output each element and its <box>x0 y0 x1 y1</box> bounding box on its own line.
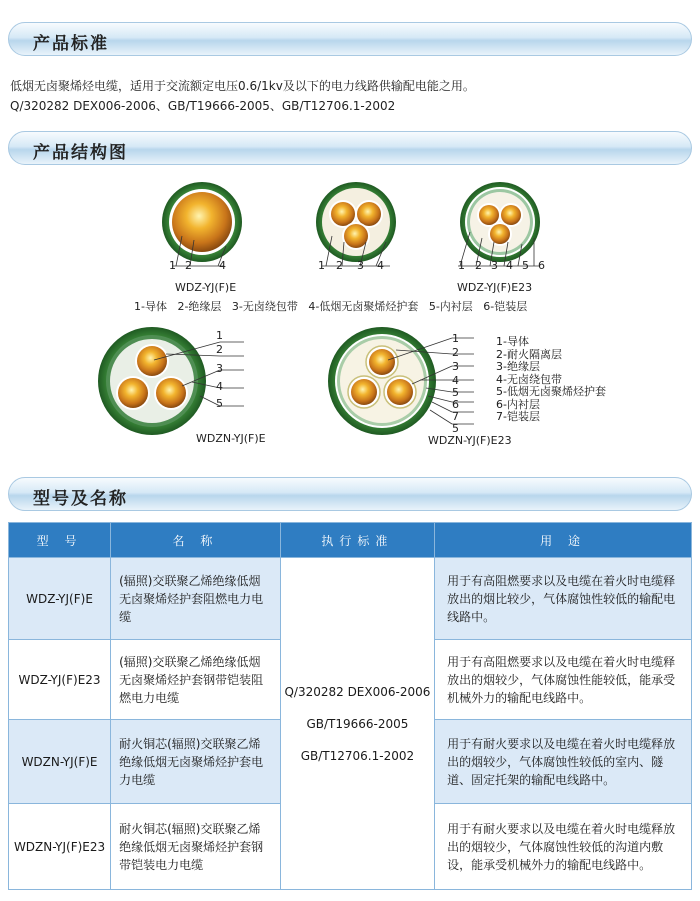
legend-item: 6-内衬层 <box>496 397 540 411</box>
cell-name: 耐火铜芯(辐照)交联聚乙烯绝缘低烟无卤聚烯烃护套电力电缆 <box>111 720 281 804</box>
model-caption: WDZ-YJ(F)E23 <box>457 281 533 294</box>
cell-use: 用于有耐火要求以及电缆在着火时电缆释放出的烟较少，气体腐蚀性较低的室内、隧道、固定托架的输配电线路中。 <box>435 720 692 804</box>
cell-use: 用于有高阻燃要求以及电缆在着火时电缆释放出的烟比较少，气体腐蚀性较低的输配电线路中。 <box>435 558 692 640</box>
model-caption: WDZN-YJ(F)E23 <box>428 434 512 447</box>
label-num: 3 <box>452 360 459 373</box>
label-num: 5 <box>522 259 529 272</box>
header-standard: 执行标准 <box>280 523 434 558</box>
label-num: 4 <box>452 374 459 387</box>
cable-diagram-4 <box>92 326 252 436</box>
label-num: 4 <box>377 259 384 272</box>
label-num: 1 <box>169 259 176 272</box>
label-num: 1 <box>458 259 465 272</box>
legend-item: 4-无卤绕包带 <box>496 372 562 386</box>
cable-diagram-2 <box>314 180 404 270</box>
cell-model: WDZN-YJ(F)E <box>9 720 111 804</box>
cell-name: 耐火铜芯(辐照)交联聚乙烯绝缘低烟无卤聚烯烃护套钢带铠装电力电缆 <box>111 804 281 890</box>
model-caption: WDZ-YJ(F)E <box>175 281 237 294</box>
label-num: 2 <box>216 343 223 356</box>
header-name: 名 称 <box>111 523 281 558</box>
cell-use: 用于有耐火要求以及电缆在着火时电缆释放出的烟较少，气体腐蚀性较低的沟道内敷设，能承受机械外力的输配电线路中。 <box>435 804 692 890</box>
cell-standards <box>280 558 434 890</box>
cell-use: 用于有高阻燃要求以及电缆在着火时电缆释放出的烟较少，气体腐蚀性能较低，能承受机械外力的输配电线路中。 <box>435 640 692 720</box>
model-table <box>8 522 692 890</box>
cable-diagram-3 <box>458 180 548 270</box>
cable-diagram-1 <box>160 180 250 270</box>
layer-legend: 1-导体 2-绝缘层 3-无卤绕包带 4-低烟无卤聚烯烃护套 5-内衬层 6-铠装层 <box>134 300 528 313</box>
section-title: 型号及名称 <box>33 489 128 509</box>
table-row <box>9 558 692 640</box>
legend-item: 3-绝缘层 <box>496 360 540 373</box>
label-num: 6 <box>452 398 459 411</box>
cell-model: WDZ-YJ(F)E <box>9 558 111 640</box>
section-header-models <box>8 477 692 511</box>
label-num: 1 <box>318 259 325 272</box>
cell-model: WDZN-YJ(F)E23 <box>9 804 111 890</box>
legend-item: 2-耐火隔离层 <box>496 347 562 361</box>
label-num: 3 <box>357 259 364 272</box>
cell-name: (辐照)交联聚乙烯绝缘低烟无卤聚烯烃护套阻燃电力电缆 <box>111 558 281 640</box>
label-num: 5 <box>216 397 223 410</box>
layer-legend-right <box>496 336 606 424</box>
standard-item: GB/T19666-2005 <box>306 716 409 731</box>
label-num: 4 <box>216 380 223 393</box>
standard-item: Q/320282 DEX006-2006 <box>284 684 431 699</box>
header-use: 用 途 <box>435 523 692 558</box>
model-caption: WDZN-YJ(F)E <box>196 432 266 445</box>
legend-item: 1-导体 <box>496 335 529 348</box>
section-title: 产品结构图 <box>33 143 128 163</box>
section-header-standard <box>8 22 692 56</box>
label-num: 4 <box>506 259 513 272</box>
standard-item: GB/T12706.1-2002 <box>300 748 415 763</box>
header-model: 型 号 <box>9 523 111 558</box>
label-num: 7 <box>452 410 459 423</box>
legend-item: 5-低烟无卤聚烯烃护套 <box>496 385 606 398</box>
label-num: 5 <box>452 386 459 399</box>
cell-model: WDZ-YJ(F)E23 <box>9 640 111 720</box>
section-header-structure <box>8 131 692 165</box>
standard-description: 低烟无卤聚烯烃电缆，适用于交流额定电压0.6/1kv及以下的电力线路供输配电能之用。 <box>10 79 475 93</box>
label-num: 5 <box>452 422 459 435</box>
label-num: 4 <box>219 259 226 272</box>
label-num: 3 <box>216 362 223 375</box>
label-num: 2 <box>475 259 482 272</box>
label-num: 3 <box>491 259 498 272</box>
label-num: 2 <box>452 346 459 359</box>
standard-codes: Q/320282 DEX006-2006、GB/T19666-2005、GB/T12706.1-2002 <box>10 99 396 113</box>
label-num: 1 <box>452 332 459 345</box>
label-num: 2 <box>336 259 343 272</box>
cell-name: (辐照)交联聚乙烯绝缘低烟无卤聚烯烃护套钢带铠装阻燃电力电缆 <box>111 640 281 720</box>
label-num: 1 <box>216 329 223 342</box>
label-num: 6 <box>538 259 545 272</box>
section-title: 产品标准 <box>33 34 109 54</box>
legend-item: 7-铠装层 <box>496 410 540 423</box>
label-num: 2 <box>185 259 192 272</box>
